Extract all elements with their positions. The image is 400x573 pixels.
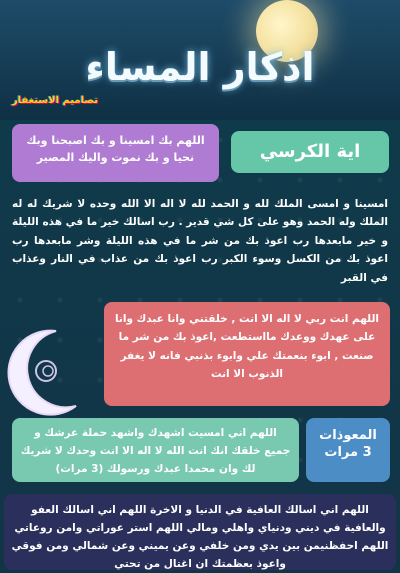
muawwidhat-count: 3 مرات (324, 444, 372, 460)
crescent-moon-icon (6, 326, 86, 416)
muawwidhat-title: المعوذات (319, 428, 377, 443)
brand-logo: تصاميم الاستغفار (12, 95, 99, 106)
shahada-dua-card: اللهم اني امسيت اشهدك واشهد حملة عرشك و جميع خلقك انك انت الله لا اله الا انت وحدك لا شريك لك وان محمدا عبدك ورسولك (3 مرات) (12, 418, 299, 482)
evening-dua-text: امسينا و امسى الملك لله و الحمد لله لا اله الا الله وحده لا شريك له له الملك وله الحمد وهو على كل شي قدير . رب اسالك خير ما في هذه الليلة و خير مابعدها رب اعوذ بك من شر ما في هذه الليلة وشر مابعدها رب اعوذ بك من الكسل وسوء الكبر رب اعوذ بك من عذاب في النار وعذاب في القبر (12, 198, 388, 284)
afiyah-dua-card: اللهم اني اسالك العافية في الدنيا و الاخرة اللهم اني اسالك العفو والعافية في ديني ودنياي واهلي ومالي اللهم استر عوراتي وامن روعاتي اللهم احفظنيمن بين يدي ومن خلفي وعن يميني وعن شمالي ومن فوقي واعوذ بعظمتك ان اغتال من تحتي (4, 494, 396, 570)
page-title: اذكار المساء (85, 45, 315, 89)
muawwidhat-card (306, 418, 390, 482)
ayat-kursi-label: اية الكرسي (231, 131, 389, 173)
morning-evening-dua-card: اللهم بك امسينا و بك اصبحنا وبك نحيا و بك نموت واليك المصير (12, 124, 219, 182)
sayyid-istighfar-card: اللهم انت ربي لا اله الا انت , خلقتني وانا عبدك وانا على عهدك ووعدك مااستطعت ,اعوذ بك من شر ما صنعت , ابوء بنعمتك علي وابوء بذنبي فانه لا يغفر الذنوب الا انت (104, 302, 390, 406)
